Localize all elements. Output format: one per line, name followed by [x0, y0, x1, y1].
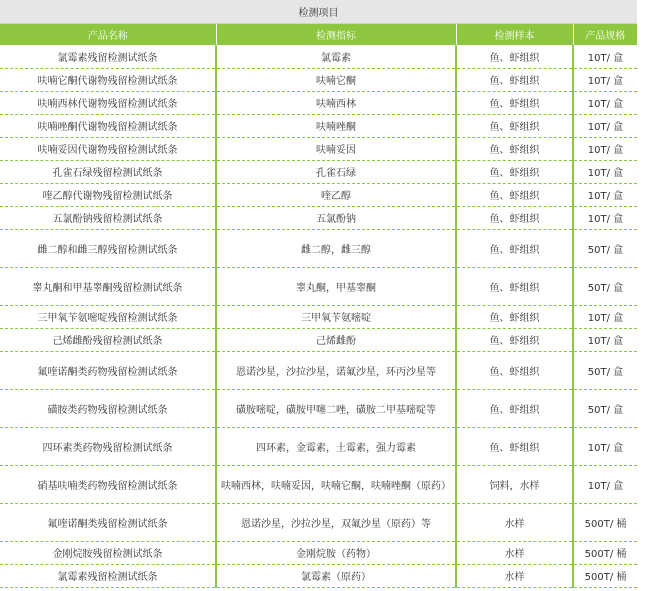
product-name-cell: 己烯雌酚残留检测试纸条: [0, 328, 216, 351]
target-cell: 呋喃它酮: [216, 68, 456, 91]
table-row: [0, 45, 637, 68]
sample-cell: 鱼、虾组织: [456, 206, 573, 229]
table-row: [0, 183, 637, 206]
sample-cell: 鱼、虾组织: [456, 137, 573, 160]
table-row: [0, 564, 637, 587]
target-cell: 喹乙醇: [216, 183, 456, 206]
target-cell: 氯霉素: [216, 45, 456, 68]
spec-cell: 10T/ 盒: [573, 137, 637, 160]
target-cell: 三甲氧苄氨嘧啶: [216, 305, 456, 328]
spec-cell: 500T/ 桶: [573, 564, 637, 587]
column-header-product-name: 产品名称: [0, 24, 216, 46]
product-name-cell: 睾丸酮和甲基睾酮残留检测试纸条: [0, 267, 216, 305]
spec-cell: 500T/ 桶: [573, 541, 637, 564]
spec-cell: 10T/ 盒: [573, 328, 637, 351]
target-cell: 磺胺嘧啶，磺胺甲噻二唑，磺胺二甲基嘧啶等: [216, 389, 456, 427]
product-name-cell: 氯霉素残留检测试纸条: [0, 564, 216, 587]
table-row: [0, 427, 637, 465]
product-name-cell: 喹乙醇代谢物残留检测试纸条: [0, 183, 216, 206]
table-row: [0, 328, 637, 351]
table-row: [0, 351, 637, 389]
sample-cell: 鱼、虾组织: [456, 68, 573, 91]
product-name-cell: 呋喃西林代谢物残留检测试纸条: [0, 91, 216, 114]
target-cell: 氯霉素（原药）: [216, 564, 456, 587]
table-row: [0, 465, 637, 503]
table-row: [0, 389, 637, 427]
spec-cell: 10T/ 盒: [573, 91, 637, 114]
spec-cell: 10T/ 盒: [573, 68, 637, 91]
sample-cell: 鱼、虾组织: [456, 328, 573, 351]
product-name-cell: 磺胺类药物残留检测试纸条: [0, 389, 216, 427]
sample-cell: 鱼、虾组织: [456, 427, 573, 465]
target-cell: 恩诺沙星，沙拉沙星，诺氟沙星，环丙沙星等: [216, 351, 456, 389]
table-row: [0, 305, 637, 328]
spec-cell: 10T/ 盒: [573, 465, 637, 503]
spec-cell: 10T/ 盒: [573, 45, 637, 68]
target-cell: 四环素，金霉素，土霉素，强力霉素: [216, 427, 456, 465]
sample-cell: 鱼、虾组织: [456, 267, 573, 305]
target-cell: 呋喃唑酮: [216, 114, 456, 137]
product-name-cell: 氟喹诺酮类药物残留检测试纸条: [0, 351, 216, 389]
table-caption: 检测项目: [0, 0, 637, 24]
target-cell: 呋喃妥因: [216, 137, 456, 160]
spec-cell: 10T/ 盒: [573, 160, 637, 183]
target-cell: 睾丸酮，甲基睾酮: [216, 267, 456, 305]
sample-cell: 鱼、虾组织: [456, 160, 573, 183]
product-name-cell: 雌二醇和雌三醇残留检测试纸条: [0, 229, 216, 267]
product-name-cell: 呋喃唑酮代谢物残留检测试纸条: [0, 114, 216, 137]
spec-cell: 500T/ 桶: [573, 503, 637, 541]
sample-cell: 鱼、虾组织: [456, 351, 573, 389]
table-row: [0, 206, 637, 229]
product-name-cell: 五氯酚钠残留检测试纸条: [0, 206, 216, 229]
spec-cell: 10T/ 盒: [573, 114, 637, 137]
sample-cell: 鱼、虾组织: [456, 229, 573, 267]
column-header-sample: 检测样本: [456, 24, 573, 46]
spec-cell: 50T/ 盒: [573, 389, 637, 427]
product-name-cell: 氯霉素残留检测试纸条: [0, 45, 216, 68]
spec-cell: 10T/ 盒: [573, 305, 637, 328]
product-name-cell: 四环素类药物残留检测试纸条: [0, 427, 216, 465]
target-cell: 呋喃西林，呋喃妥因，呋喃它酮，呋喃唑酮（原药）: [216, 465, 456, 503]
table-row: [0, 114, 637, 137]
target-cell: 恩诺沙星，沙拉沙星，双氟沙星（原药）等: [216, 503, 456, 541]
table-row: [0, 229, 637, 267]
spec-cell: 10T/ 盒: [573, 183, 637, 206]
product-name-cell: 硝基呋喃类药物残留检测试纸条: [0, 465, 216, 503]
sample-cell: 水样: [456, 503, 573, 541]
product-name-cell: 呋喃它酮代谢物残留检测试纸条: [0, 68, 216, 91]
table-row: [0, 503, 637, 541]
sample-cell: 饲料，水样: [456, 465, 573, 503]
spec-cell: 10T/ 盒: [573, 427, 637, 465]
target-cell: 呋喃西林: [216, 91, 456, 114]
target-cell: 五氯酚钠: [216, 206, 456, 229]
table-row: [0, 68, 637, 91]
target-cell: 金刚烷胺（药物）: [216, 541, 456, 564]
product-name-cell: 氟喹诺酮类残留检测试纸条: [0, 503, 216, 541]
product-name-cell: 呋喃妥因代谢物残留检测试纸条: [0, 137, 216, 160]
product-name-cell: 三甲氧苄氨嘧啶残留检测试纸条: [0, 305, 216, 328]
sample-cell: 鱼、虾组织: [456, 389, 573, 427]
spec-cell: 50T/ 盒: [573, 229, 637, 267]
table-row: [0, 91, 637, 114]
table-row: [0, 267, 637, 305]
table-row: [0, 541, 637, 564]
product-name-cell: 金刚烷胺残留检测试纸条: [0, 541, 216, 564]
sample-cell: 鱼、虾组织: [456, 114, 573, 137]
spec-cell: 50T/ 盒: [573, 267, 637, 305]
target-cell: 雌二醇，雌三醇: [216, 229, 456, 267]
sample-cell: 鱼、虾组织: [456, 305, 573, 328]
spec-cell: 10T/ 盒: [573, 206, 637, 229]
target-cell: 己烯雌酚: [216, 328, 456, 351]
column-header-target: 检测指标: [216, 24, 456, 46]
spec-cell: 50T/ 盒: [573, 351, 637, 389]
table-row: [0, 137, 637, 160]
sample-cell: 水样: [456, 541, 573, 564]
sample-cell: 鱼、虾组织: [456, 183, 573, 206]
target-cell: 孔雀石绿: [216, 160, 456, 183]
product-name-cell: 孔雀石绿残留检测试纸条: [0, 160, 216, 183]
sample-cell: 鱼、虾组织: [456, 91, 573, 114]
sample-cell: 水样: [456, 564, 573, 587]
column-header-spec: 产品规格: [573, 24, 637, 46]
sample-cell: 鱼、虾组织: [456, 45, 573, 68]
table-row: [0, 160, 637, 183]
